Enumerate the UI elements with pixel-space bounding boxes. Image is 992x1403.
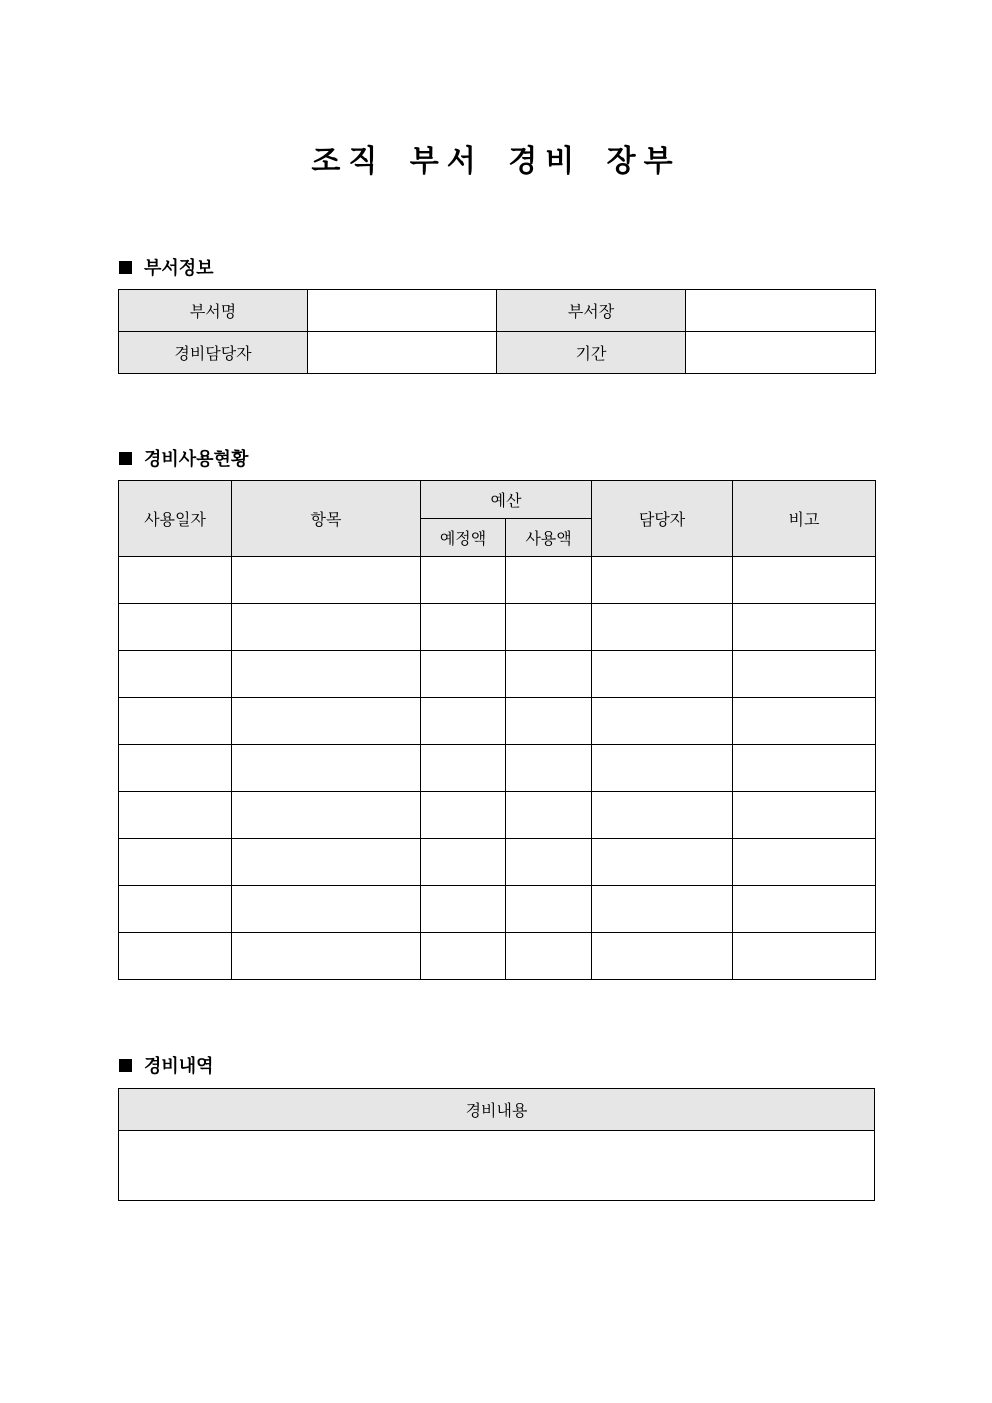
planned-cell[interactable] — [421, 745, 506, 792]
section-heading-label: 부서정보 — [144, 258, 214, 279]
planned-cell[interactable] — [421, 698, 506, 745]
table-row — [119, 698, 876, 745]
manager-field[interactable] — [308, 332, 497, 374]
item-cell[interactable] — [232, 886, 421, 933]
used-cell[interactable] — [506, 557, 592, 604]
item-cell[interactable] — [232, 839, 421, 886]
planned-cell[interactable] — [421, 886, 506, 933]
detail-content-field[interactable] — [119, 1131, 875, 1201]
table-row — [119, 557, 876, 604]
note-cell[interactable] — [733, 839, 876, 886]
table-row — [119, 933, 876, 980]
note-cell[interactable] — [733, 557, 876, 604]
used-cell[interactable] — [506, 745, 592, 792]
person-cell[interactable] — [592, 792, 733, 839]
used-cell[interactable] — [506, 839, 592, 886]
dept-head-label: 부서장 — [497, 290, 686, 332]
date-cell[interactable] — [119, 745, 232, 792]
col-header-used: 사용액 — [506, 519, 592, 557]
date-cell[interactable] — [119, 698, 232, 745]
note-cell[interactable] — [733, 651, 876, 698]
table-row — [119, 792, 876, 839]
document-title: 조직 부서 경비 장부 — [311, 144, 681, 179]
col-header-item: 항목 — [232, 481, 421, 557]
person-cell[interactable] — [592, 933, 733, 980]
note-cell[interactable] — [733, 698, 876, 745]
person-cell[interactable] — [592, 557, 733, 604]
item-cell[interactable] — [232, 745, 421, 792]
note-cell[interactable] — [733, 604, 876, 651]
col-header-person: 담당자 — [592, 481, 733, 557]
detail-header: 경비내용 — [119, 1089, 875, 1131]
item-cell[interactable] — [232, 933, 421, 980]
used-cell[interactable] — [506, 886, 592, 933]
planned-cell[interactable] — [421, 651, 506, 698]
col-header-note: 비고 — [733, 481, 876, 557]
used-cell[interactable] — [506, 604, 592, 651]
date-cell[interactable] — [119, 933, 232, 980]
square-bullet-icon — [119, 261, 132, 274]
table-row — [119, 745, 876, 792]
planned-cell[interactable] — [421, 557, 506, 604]
person-cell[interactable] — [592, 604, 733, 651]
person-cell[interactable] — [592, 745, 733, 792]
used-cell[interactable] — [506, 698, 592, 745]
dept-info-table — [118, 289, 876, 374]
planned-cell[interactable] — [421, 839, 506, 886]
item-cell[interactable] — [232, 557, 421, 604]
section-heading-label: 경비사용현황 — [144, 449, 249, 470]
square-bullet-icon — [119, 452, 132, 465]
dept-head-field[interactable] — [686, 290, 876, 332]
date-cell[interactable] — [119, 792, 232, 839]
usage-table — [118, 480, 876, 980]
planned-cell[interactable] — [421, 792, 506, 839]
planned-cell[interactable] — [421, 933, 506, 980]
used-cell[interactable] — [506, 792, 592, 839]
note-cell[interactable] — [733, 933, 876, 980]
item-cell[interactable] — [232, 792, 421, 839]
planned-cell[interactable] — [421, 604, 506, 651]
item-cell[interactable] — [232, 698, 421, 745]
period-label: 기간 — [497, 332, 686, 374]
note-cell[interactable] — [733, 745, 876, 792]
col-header-budget: 예산 — [421, 481, 592, 519]
date-cell[interactable] — [119, 604, 232, 651]
table-row — [119, 604, 876, 651]
person-cell[interactable] — [592, 698, 733, 745]
used-cell[interactable] — [506, 933, 592, 980]
date-cell[interactable] — [119, 557, 232, 604]
table-row — [119, 651, 876, 698]
note-cell[interactable] — [733, 886, 876, 933]
period-field[interactable] — [686, 332, 876, 374]
date-cell[interactable] — [119, 886, 232, 933]
section-heading-detail — [119, 1052, 214, 1078]
person-cell[interactable] — [592, 651, 733, 698]
date-cell[interactable] — [119, 651, 232, 698]
dept-name-field[interactable] — [308, 290, 497, 332]
section-heading-dept-info — [119, 254, 214, 280]
section-heading-usage — [119, 445, 248, 471]
col-header-date: 사용일자 — [119, 481, 232, 557]
square-bullet-icon — [119, 1059, 132, 1072]
note-cell[interactable] — [733, 792, 876, 839]
used-cell[interactable] — [506, 651, 592, 698]
col-header-planned: 예정액 — [421, 519, 506, 557]
item-cell[interactable] — [232, 604, 421, 651]
date-cell[interactable] — [119, 839, 232, 886]
dept-name-label: 부서명 — [119, 290, 308, 332]
item-cell[interactable] — [232, 651, 421, 698]
manager-label: 경비담당자 — [119, 332, 308, 374]
person-cell[interactable] — [592, 839, 733, 886]
table-row — [119, 886, 876, 933]
table-row — [119, 839, 876, 886]
section-heading-label: 경비내역 — [144, 1056, 214, 1077]
person-cell[interactable] — [592, 886, 733, 933]
detail-table — [118, 1088, 875, 1201]
